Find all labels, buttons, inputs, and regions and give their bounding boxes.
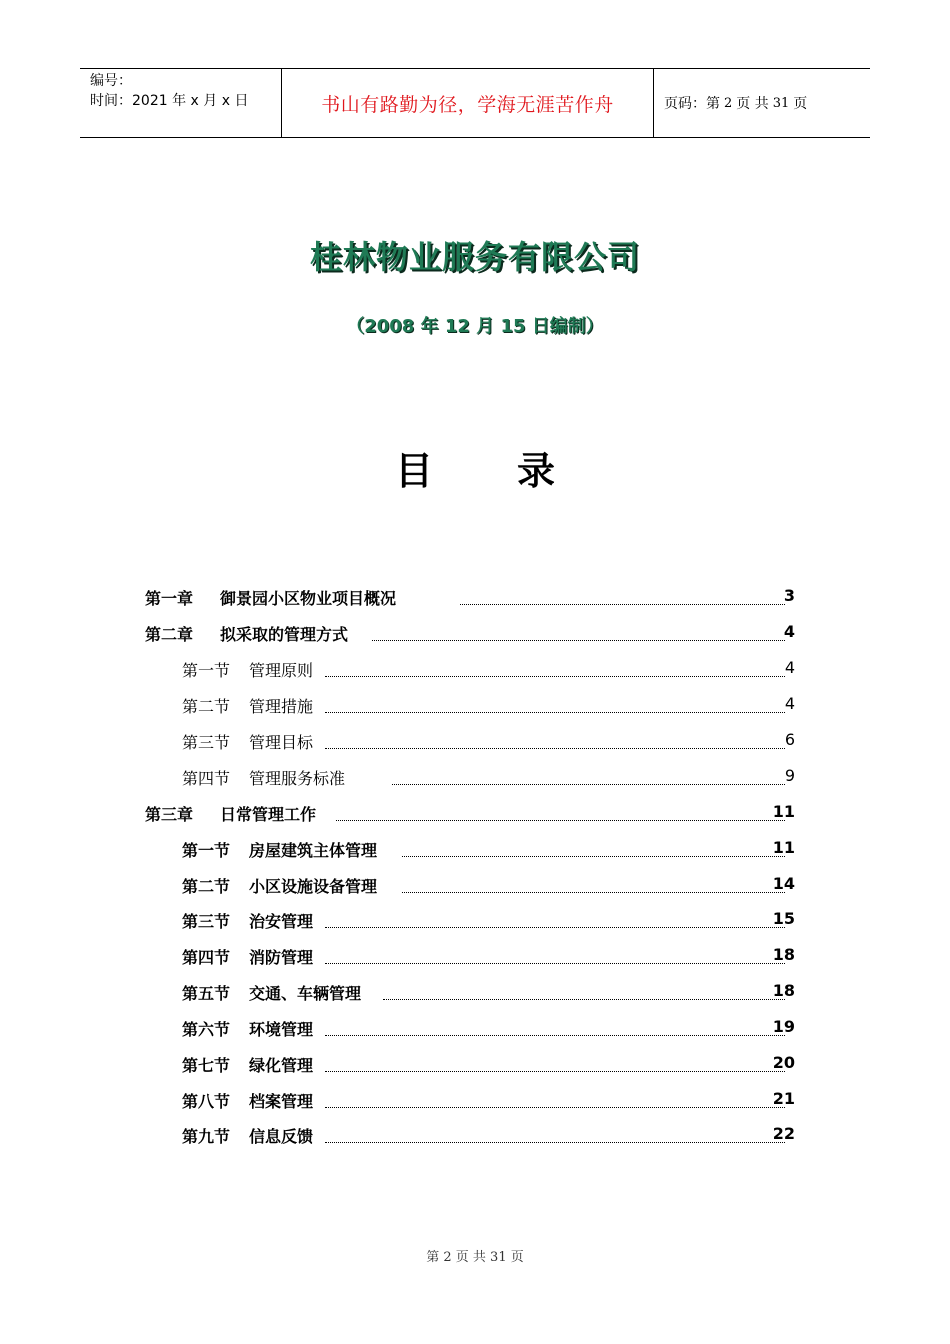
toc-chapter-label: 第一章: [145, 589, 194, 608]
toc-page-number: 15: [772, 909, 795, 928]
toc-entry[interactable]: [0, 764, 950, 786]
toc-entry[interactable]: [0, 584, 950, 606]
toc-dot-leader: [402, 856, 785, 857]
toc-title: 绿化管理: [249, 1056, 314, 1075]
toc-dot-leader: [402, 892, 785, 893]
toc-dot-leader: [372, 640, 785, 641]
header-meta-cell: [80, 69, 282, 137]
page-footer: 第 2 页 共 31 页: [426, 1250, 524, 1265]
toc-title: 管理措施: [249, 697, 314, 716]
toc-section-label: 第二节: [182, 877, 231, 896]
toc-heading-char-1: 目: [395, 449, 434, 493]
toc-entry[interactable]: [0, 1122, 950, 1144]
toc-section-label: 第三节: [182, 733, 231, 752]
toc-section-label: 第八节: [182, 1092, 231, 1111]
page-prefix: 页码：第: [664, 96, 720, 112]
toc-dot-leader: [325, 1107, 785, 1108]
toc-dot-leader: [383, 999, 785, 1000]
toc-page-number: 3: [783, 586, 795, 605]
toc-page-number: 6: [784, 730, 795, 749]
toc-title: 日常管理工作: [220, 805, 317, 824]
toc-section-label: 第三节: [182, 912, 231, 931]
toc-section-label: 第七节: [182, 1056, 231, 1075]
toc-entry[interactable]: [0, 1015, 950, 1037]
toc-section-label: 第九节: [182, 1127, 231, 1146]
toc-entry[interactable]: [0, 728, 950, 750]
toc-page-number: 22: [772, 1124, 795, 1143]
toc-title: 环境管理: [249, 1020, 314, 1039]
toc-title: 档案管理: [249, 1092, 314, 1111]
toc-title: 管理目标: [249, 733, 314, 752]
page-suffix: 页: [793, 96, 808, 112]
toc-page-number: 4: [783, 622, 795, 641]
toc-title: 房屋建筑主体管理: [249, 841, 378, 860]
toc-dot-leader: [325, 748, 785, 749]
toc-page-number: 11: [772, 838, 795, 857]
code-label: 编号：: [90, 73, 132, 89]
toc-title: 拟采取的管理方式: [220, 625, 349, 644]
toc-dot-leader: [325, 927, 785, 928]
toc-title: 管理原则: [249, 661, 314, 680]
toc-heading-char-2: 录: [517, 449, 556, 493]
toc-entry[interactable]: [0, 907, 950, 929]
toc-title: 交通、车辆管理: [249, 984, 362, 1003]
toc-entry[interactable]: [0, 872, 950, 894]
toc-dot-leader: [325, 712, 785, 713]
page-total: 31: [772, 95, 790, 111]
header-page-cell: [654, 69, 870, 137]
toc-entry[interactable]: [0, 1087, 950, 1109]
toc-dot-leader: [336, 820, 785, 821]
toc-section-label: 第四节: [182, 948, 231, 967]
toc-page-number: 4: [784, 658, 795, 677]
header-motto-cell: [282, 69, 654, 137]
toc-section-label: 第五节: [182, 984, 231, 1003]
page-middle: 页 共: [736, 96, 769, 112]
toc-dot-leader: [325, 676, 785, 677]
company-title: 桂林物业服务有限公司: [309, 238, 640, 276]
toc-entry[interactable]: [0, 620, 950, 642]
toc-page-number: 9: [784, 766, 795, 785]
toc-entry[interactable]: [0, 943, 950, 965]
toc-entry[interactable]: [0, 800, 950, 822]
toc-heading: [0, 440, 950, 493]
toc-entry[interactable]: [0, 692, 950, 714]
toc-title: 信息反馈: [249, 1127, 314, 1146]
toc-title: 小区设施设备管理: [249, 877, 378, 896]
toc-dot-leader: [325, 963, 785, 964]
toc-title: 御景园小区物业项目概况: [220, 589, 397, 608]
compile-date: （2008 年 12 月 15 日编制）: [346, 316, 604, 337]
toc-entry[interactable]: [0, 1051, 950, 1073]
toc-title: 治安管理: [249, 912, 314, 931]
toc-page-number: 14: [772, 874, 795, 893]
toc-chapter-label: 第二章: [145, 625, 194, 644]
toc-page-number: 4: [784, 694, 795, 713]
toc-dot-leader: [392, 784, 785, 785]
toc-dot-leader: [325, 1142, 785, 1143]
toc-dot-leader: [460, 604, 785, 605]
toc-dot-leader: [325, 1071, 785, 1072]
toc-section-label: 第六节: [182, 1020, 231, 1039]
toc-section-label: 第二节: [182, 697, 231, 716]
toc-section-label: 第一节: [182, 841, 231, 860]
toc-chapter-label: 第三章: [145, 805, 194, 824]
motto-text: 书山有路勤为径，学海无涯苦作舟: [321, 93, 614, 116]
toc-entry[interactable]: [0, 836, 950, 858]
toc-section-label: 第四节: [182, 769, 231, 788]
toc-page-number: 19: [772, 1017, 795, 1036]
toc-page-number: 21: [772, 1089, 795, 1108]
toc-entry[interactable]: [0, 656, 950, 678]
toc-page-number: 11: [772, 802, 795, 821]
toc-title: 管理服务标准: [249, 769, 346, 788]
time-label: 时间：2021 年 x 月 x 日: [90, 93, 249, 109]
toc-dot-leader: [325, 1035, 785, 1036]
toc-page-number: 20: [772, 1053, 795, 1072]
toc-section-label: 第一节: [182, 661, 231, 680]
toc-page-number: 18: [772, 981, 795, 1000]
toc-page-number: 18: [772, 945, 795, 964]
toc-entry[interactable]: [0, 979, 950, 1001]
page-current: 2: [724, 95, 733, 111]
toc-title: 消防管理: [249, 948, 314, 967]
page-header-table: [80, 68, 870, 138]
